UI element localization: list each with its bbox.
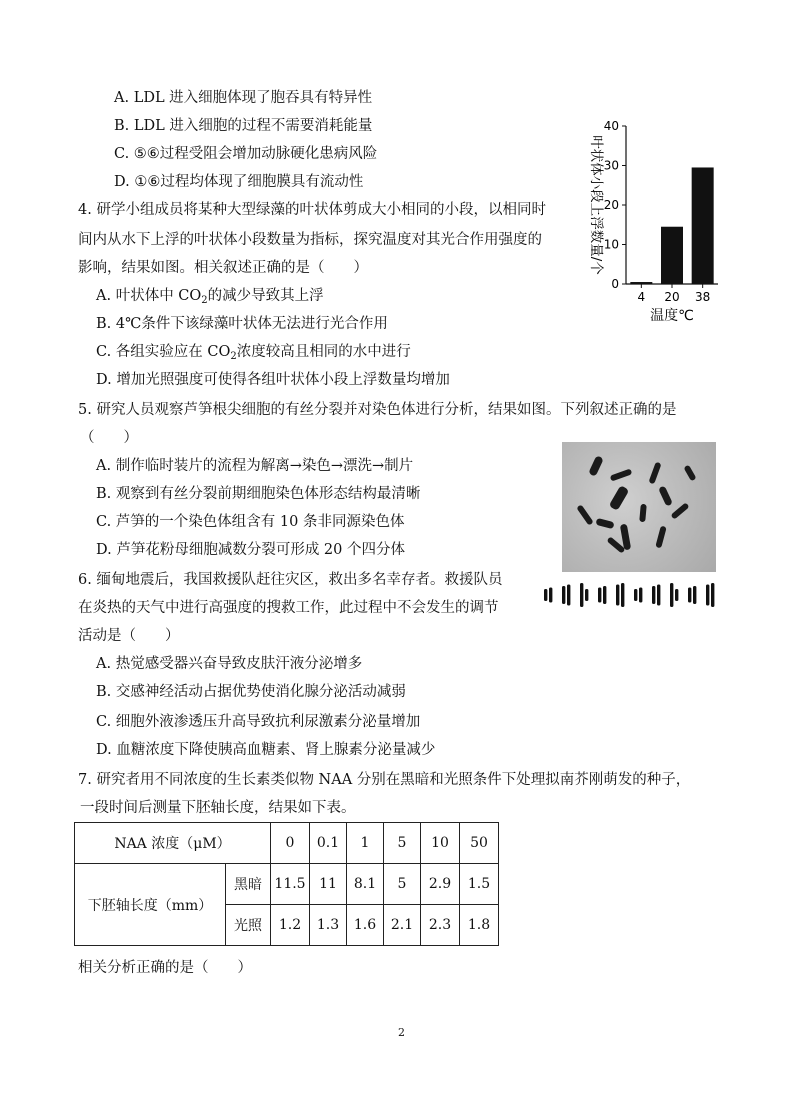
q6-option-c: C. 细胞外液渗透压升高导致抗利尿激素分泌量增加 (96, 714, 421, 730)
karyotype-chromosome (580, 583, 583, 607)
q3-option-b: B. LDL 进入细胞的过程不需要消耗能量 (114, 118, 373, 134)
table-light-label: 光照 (226, 905, 271, 946)
karyotype-chromosome (549, 588, 552, 603)
table-cell: 1.2 (271, 905, 310, 946)
karyotype-chromosome (585, 589, 588, 601)
karyotype-chromosome (657, 585, 660, 606)
q6-option-b: B. 交感神经活动占据优势使消化腺分泌活动减弱 (96, 684, 406, 700)
table-cell: 10 (421, 823, 460, 864)
temperature-bar-chart (578, 108, 738, 328)
karyotype-chromosome (639, 588, 642, 603)
karyotype-chromosome (603, 586, 606, 604)
q3-option-d: D. ①⑥过程均体现了细胞膜具有流动性 (114, 174, 364, 190)
table-cell: 1.3 (310, 905, 347, 946)
table-cell: 2.9 (421, 864, 460, 905)
q4-option-a: A. 叶状体中 $CO_2$的减少导致其上浮 (96, 288, 324, 306)
table-row-dark (75, 864, 499, 905)
q5-option-c: C. 芦笋的一个染色体组含有 10 条非同源染色体 (96, 514, 405, 530)
table-cell: 1.6 (347, 905, 384, 946)
table-cell: 2.1 (384, 905, 421, 946)
q7-stem-line-1: 7. 研究者用不同浓度的生长素类似物 NAA 分别在黑暗和光照条件下处理拟南芥刚萌发的种子， (78, 772, 691, 788)
karyotype-chromosome (652, 586, 655, 604)
x-tick-label: 38 (695, 290, 711, 304)
bar-20 (661, 227, 683, 284)
table-dark-label: 黑暗 (226, 864, 271, 905)
q5-option-a: A. 制作临时装片的流程为解离→染色→漂洗→制片 (96, 458, 414, 474)
q5-option-d: D. 芦笋花粉母细胞减数分裂可形成 20 个四分体 (96, 542, 405, 558)
karyotype-chromosome (634, 589, 637, 601)
table-cell: 1.8 (460, 905, 499, 946)
table-header-label: NAA 浓度（μM） (75, 823, 271, 864)
bar-4 (630, 282, 652, 284)
karyotype-chromosome (706, 585, 709, 606)
table-cell: 1 (347, 823, 384, 864)
q4-stem-line-3: 影响，结果如图。相关叙述正确的是（ ） (78, 260, 368, 276)
karyotype-strip (540, 578, 736, 612)
karyotype-chromosome (544, 589, 547, 601)
q4-option-c: C. 各组实验应在 $CO_2$浓度较高且相同的水中进行 (96, 344, 411, 362)
karyotype-chromosome (675, 589, 678, 601)
q4-option-d: D. 增加光照强度可使得各组叶状体小段上浮数量均增加 (96, 372, 450, 388)
q4-stem-line-1: 4. 研学小组成员将某种大型绿藻的叶状体剪成大小相同的小段，以相同时 (78, 202, 546, 218)
page-number: 2 (398, 1026, 405, 1039)
q5-option-b: B. 观察到有丝分裂前期细胞染色体形态结构最清晰 (96, 486, 421, 502)
x-tick-label: 20 (664, 290, 680, 304)
karyotype-chromosome (598, 588, 601, 603)
table-cell: 11.5 (271, 864, 310, 905)
table-row-concentration (75, 823, 499, 864)
naa-data-table (74, 822, 499, 946)
table-cell: 8.1 (347, 864, 384, 905)
karyotype-chromosome (693, 586, 696, 604)
karyotype-chromosome (567, 585, 570, 606)
karyotype-chromosome (562, 586, 565, 604)
q7-stem-line-2: 一段时间后测量下胚轴长度，结果如下表。 (80, 800, 356, 816)
x-tick-label: 4 (637, 290, 646, 304)
y-tick-label: 10 (603, 237, 619, 252)
table-row-label: 下胚轴长度（mm） (75, 864, 226, 946)
q6-stem-line-2: 在炎热的天气中进行高强度的搜救工作，此过程中不会发生的调节 (78, 600, 499, 616)
q6-stem-line-1: 6. 缅甸地震后，我国救援队赶往灾区，救出多名幸存者。救援队员 (78, 572, 503, 588)
table-cell: 11 (310, 864, 347, 905)
y-tick-label: 30 (603, 158, 619, 173)
q3-option-a: A. LDL 进入细胞体现了胞吞具有特异性 (114, 90, 373, 106)
q6-option-a: A. 热觉感受器兴奋导致皮肤汗液分泌增多 (96, 656, 363, 672)
q3-option-c: C. ⑤⑥过程受阻会增加动脉硬化患病风险 (114, 146, 378, 162)
karyotype-chromosome (621, 583, 624, 607)
q6-stem-line-3: 活动是（ ） (78, 628, 180, 644)
table-cell: 1.5 (460, 864, 499, 905)
karyotype-chromosome (688, 588, 691, 603)
q6-option-d: D. 血糖浓度下降使胰高血糖素、肾上腺素分泌量减少 (96, 742, 436, 758)
x-axis-label: 温度℃ (650, 308, 694, 324)
q7-followup: 相关分析正确的是（ ） (78, 960, 252, 976)
chromosome-micrograph (562, 442, 716, 572)
q4-option-b: B. 4℃条件下该绿藻叶状体无法进行光合作用 (96, 316, 388, 332)
karyotype-chromosome (670, 583, 673, 607)
table-cell: 5 (384, 864, 421, 905)
table-cell: 0 (271, 823, 310, 864)
table-cell: 50 (460, 823, 499, 864)
table-cell: 5 (384, 823, 421, 864)
y-tick-label: 0 (611, 277, 619, 291)
karyotype-chromosome (711, 583, 714, 607)
table-cell: 2.3 (421, 905, 460, 946)
q4-stem-line-2: 间内从水下上浮的叶状体小段数量为指标，探究温度对其光合作用强度的 (78, 232, 542, 248)
y-tick-label: 40 (603, 119, 619, 133)
q5-stem-line-1: 5. 研究人员观察芦笋根尖细胞的有丝分裂并对染色体进行分析，结果如图。下列叙述正确的是 (78, 402, 677, 418)
q5-stem-line-2: （ ） (80, 430, 138, 446)
y-tick-label: 20 (603, 198, 619, 212)
bar-38 (692, 167, 714, 284)
table-cell: 0.1 (310, 823, 347, 864)
y-axis-label: 叶状体小段上浮数量/个 (588, 135, 604, 275)
karyotype-chromosome (616, 585, 619, 606)
